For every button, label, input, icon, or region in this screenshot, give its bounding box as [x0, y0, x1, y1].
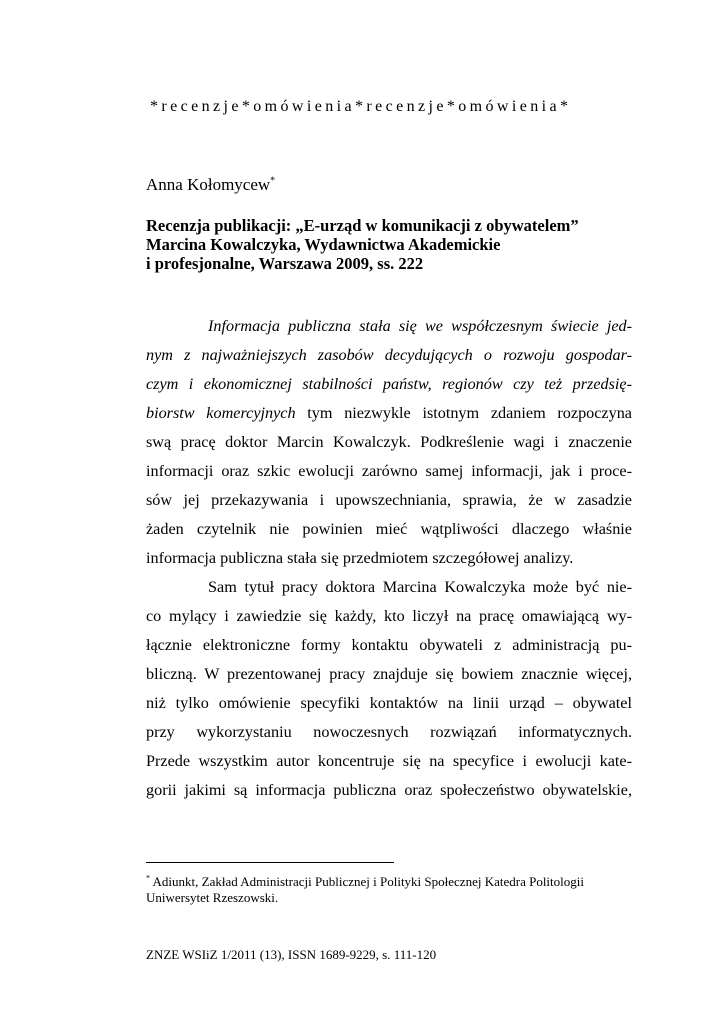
footnote [146, 874, 632, 906]
title-line: Marcina Kowalczyka, Wydawnictwa Akademickie [146, 235, 501, 254]
footnote-line: Uniwersytet Rzeszowski. [146, 890, 279, 905]
paragraph-1-line [146, 341, 632, 370]
italic-quote: czym i ekonomicznej stabilności państw, regionów czy też przedsię- [146, 375, 632, 393]
paragraph-2-line: bliczną. W prezentowanej pracy znajduje się bowiem znacznie więcej, [146, 665, 632, 683]
journal-citation: ZNZE WSIiZ 1/2011 (13), ISSN 1689-9229, s. 111-120 [146, 947, 437, 962]
paragraph-2-line: co mylący i zawiedzie się każdy, kto liczył na pracę omawiającą wy- [146, 607, 632, 625]
paragraph-1-line [146, 312, 632, 341]
footnote-mark: * [146, 873, 150, 883]
footnote-divider [146, 862, 394, 863]
paragraph-1-line [146, 399, 632, 428]
paragraph-2-line: przy wykorzystaniu nowoczesnych rozwiązań informatycznych. [146, 723, 632, 741]
review-title [146, 216, 626, 273]
paragraph-2-line: gorii jakimi są informacja publiczna oraz społeczeństwo obywatelskie, [146, 781, 632, 799]
paragraph-1-line: informacja publiczna stała się przedmiotem szczegółowej analizy. [146, 549, 574, 567]
author-footnote-mark: * [270, 175, 276, 187]
text-run: tym niezwykle istotnym zdaniem rozpoczyna [295, 404, 632, 422]
footnote-text: Adiunkt, Zakład Administracji Publicznej i Polityki Społecznej Katedra Politologii [150, 874, 584, 889]
paragraph-1-line [146, 370, 632, 399]
body-text [146, 312, 632, 805]
author-name [146, 175, 275, 195]
paragraph-2-line: Przede wszystkim autor koncentruje się na specyfice i ewolucji kate- [146, 752, 632, 770]
running-head: *recenzje*omówienia*recenzje*omówienia* [150, 98, 572, 115]
paragraph-2-line: niż tylko omówienie specyfiki kontaktów na linii urząd – obywatel [146, 694, 632, 712]
italic-quote: Informacja publiczna stała się we współczesnym świecie jed- [208, 317, 632, 335]
italic-quote: nym z najważniejszych zasobów decydujących o rozwoju gospodar- [146, 346, 632, 364]
paragraph-1-line: sów jej przekazywania i upowszechniania, sprawia, że w zasadzie [146, 491, 632, 509]
paragraph-1-line: żaden czytelnik nie powinien mieć wątpliwości dlaczego właśnie [146, 520, 632, 538]
title-line: i profesjonalne, Warszawa 2009, ss. 222 [146, 254, 424, 273]
title-line: Recenzja publikacji: „E-urząd w komunikacji z obywatelem” [146, 216, 579, 235]
footnote-line [146, 874, 632, 890]
paragraph-2-line: łącznie elektroniczne formy kontaktu obywateli z administracją pu- [146, 636, 632, 654]
paragraph-1-line: informacji oraz szkic ewolucji zarówno samej informacji, jak i proce- [146, 462, 632, 480]
author-name-text: Anna Kołomycew [146, 175, 271, 194]
italic-quote: biorstw komercyjnych [146, 404, 296, 422]
paragraph-2-line: Sam tytuł pracy doktora Marcina Kowalczyka może być nie- [208, 578, 632, 596]
paragraph-1-line: swą pracę doktor Marcin Kowalczyk. Podkreślenie wagi i znaczenie [146, 433, 632, 451]
